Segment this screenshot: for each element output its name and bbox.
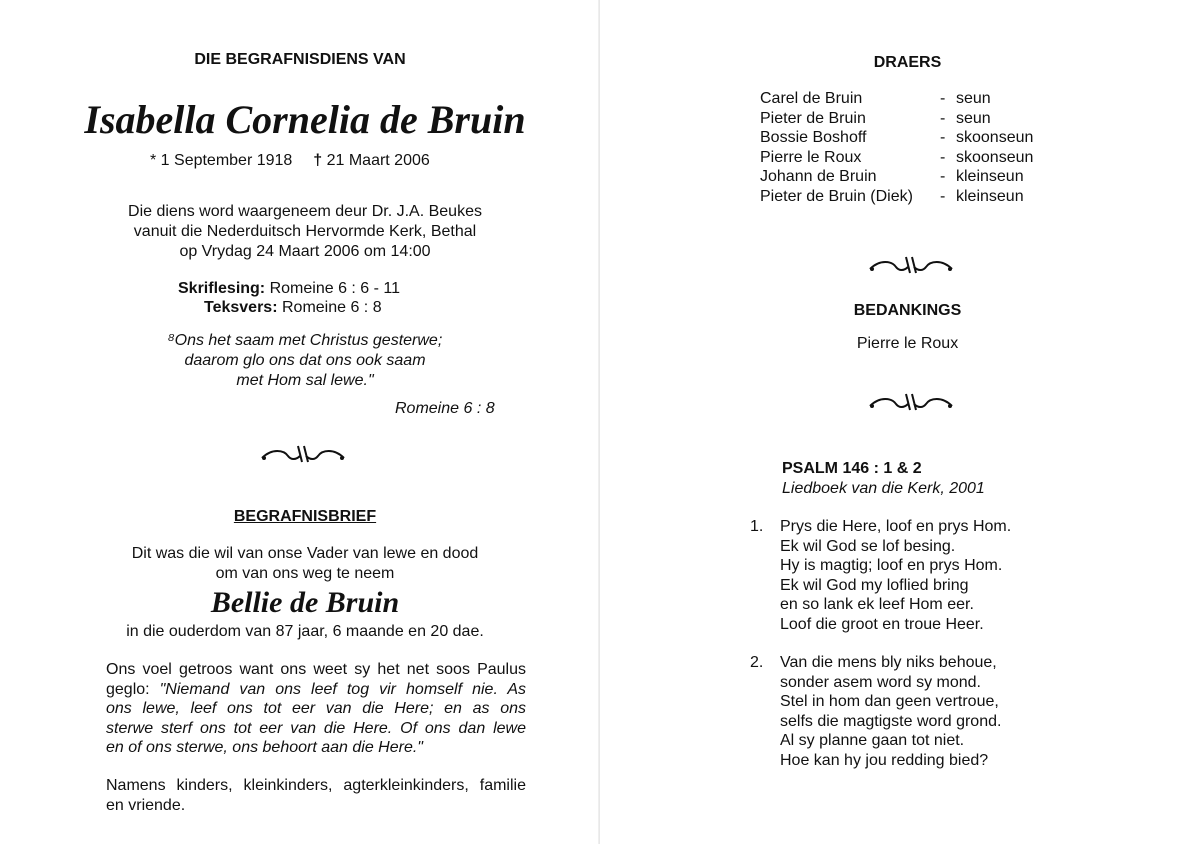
verse-line: sonder asem word sy mond. [780, 673, 981, 691]
pallbearer-name: Carel de Bruin [760, 90, 863, 107]
flourish-ornament-icon [866, 388, 956, 416]
deceased-name: Isabella Cornelia de Bruin [84, 97, 526, 142]
right-page [600, 0, 1200, 844]
service-line: Die diens word waargeneem deur Dr. J.A. Beukes [128, 203, 482, 220]
scripture-reading-value: Romeine 6 : 6 - 11 [269, 280, 401, 297]
pallbearer-name: Pieter de Bruin [760, 109, 866, 127]
pallbearer-dash: - [940, 148, 946, 166]
text-verse-value: Romeine 6 : 8 [281, 299, 382, 316]
quote-line: daarom glo ons dat ons ook saam [184, 352, 426, 369]
psalm-heading: PSALM 146 : 1 & 2 [782, 460, 922, 477]
verse-line: Ek wil God my loflied bring [780, 576, 969, 594]
nickname: Bellie de Bruin [210, 586, 400, 619]
comfort-line-quote: "Niemand van ons leef tog vir homself nie. As [159, 680, 526, 698]
quote-reference: Romeine 6 : 8 [395, 400, 495, 417]
verse-number: 2. [750, 654, 764, 671]
verse-line: Hy is magtig; loof en prys Hom. [780, 557, 1003, 574]
verse-line: Al sy planne gaan tot niet. [780, 732, 965, 749]
verse-line: Prys die Here, loof en prys Hom. [780, 518, 1012, 535]
pallbearer-relation: kleinseun [956, 168, 1024, 185]
flourish-ornament-icon [258, 440, 348, 468]
verse-line: Loof die groot en troue Heer. [780, 615, 984, 633]
death-cross-icon: † [313, 152, 323, 169]
pallbearer-relation: skoonseun [956, 129, 1034, 146]
comfort-line: en of ons sterwe, ons behoort aan die Here." [106, 739, 423, 756]
pallbearer-relation: skoonseun [956, 148, 1034, 166]
pallbearer-name: Pierre le Roux [760, 148, 862, 166]
verse-number: 1. [750, 518, 764, 535]
family-line: Namens kinders, kleinkinders, agterkleinkinders, familie [106, 777, 526, 794]
thanks-name: Pierre le Roux [856, 335, 959, 352]
scripture-reading-label: Skriflesing: [178, 280, 266, 297]
dates-line [150, 151, 430, 171]
psalm-verse-2 [780, 653, 1001, 770]
verse-line: Van die mens bly niks behoue, [780, 654, 997, 671]
pallbearer-dash: - [940, 129, 946, 146]
letter-intro [0, 544, 610, 584]
scripture-reading [178, 279, 400, 299]
pallbearer-name: Johann de Bruin [760, 168, 877, 185]
psalm-verse-1 [780, 517, 1011, 634]
pallbearer-relation: seun [956, 109, 991, 127]
text-verse-label: Teksvers: [204, 299, 278, 316]
pallbearer-name: Bossie Boshoff [760, 129, 867, 146]
death-date: 21 Maart 2006 [326, 152, 430, 169]
pallbearer-dash: - [940, 109, 946, 127]
pallbearer-relation: kleinseun [956, 187, 1024, 205]
pallbearer-dash: - [940, 187, 946, 205]
quote-line: ⁸Ons het saam met Christus gesterwe; [167, 332, 443, 349]
pallbearer-relation: seun [956, 90, 991, 107]
comfort-line: ons lewe, leef ons tot eer van die Here; en as ons [106, 700, 526, 717]
psalm-source: Liedboek van die Kerk, 2001 [782, 480, 985, 497]
letter-line: Dit was die wil van onse Vader van lewe en dood [131, 545, 479, 562]
pallbearer-dash: - [940, 90, 946, 107]
service-line: vanuit die Nederduitsch Hervormde Kerk, Bethal [133, 223, 477, 240]
comfort-line [106, 680, 526, 700]
pallbearer-name: Pieter de Bruin (Diek) [760, 187, 913, 205]
scripture-quote [0, 331, 610, 391]
verse-line: selfs die magtigste word grond. [780, 712, 1002, 730]
service-heading: DIE BEGRAFNISDIENS VAN [194, 51, 406, 68]
verse-line: Hoe kan hy jou redding bied? [780, 751, 989, 769]
letter-heading: BEGRAFNISBRIEF [233, 508, 377, 525]
letter-line: om van ons weg te neem [215, 565, 395, 582]
verse-line: Stel in hom dan geen vertroue, [780, 693, 999, 710]
pallbearer-dash: - [940, 168, 946, 185]
verse-line: en so lank ek leef Hom eer. [780, 596, 974, 613]
comfort-line: sterwe sterf ons tot eer van die Here. Of ons dan lewe [106, 719, 526, 737]
pallbearers-heading: DRAERS [873, 54, 942, 71]
comfort-line: Ons voel getroos want ons weet sy het net soos Paulus [106, 661, 526, 678]
birth-date: * 1 September 1918 [150, 152, 293, 169]
text-verse [204, 298, 382, 318]
family-line: en vriende. [106, 796, 186, 814]
verse-line: Ek wil God se lof besing. [780, 537, 956, 555]
service-line: op Vrydag 24 Maart 2006 om 14:00 [179, 243, 431, 260]
flourish-ornament-icon [866, 251, 956, 279]
age-line: in die ouderdom van 87 jaar, 6 maande en 20 dae. [126, 623, 484, 640]
thanks-heading: BEDANKINGS [853, 302, 962, 319]
comfort-line-plain: geglo: [106, 680, 150, 698]
service-details [0, 202, 610, 262]
quote-line: met Hom sal lewe." [236, 372, 374, 389]
